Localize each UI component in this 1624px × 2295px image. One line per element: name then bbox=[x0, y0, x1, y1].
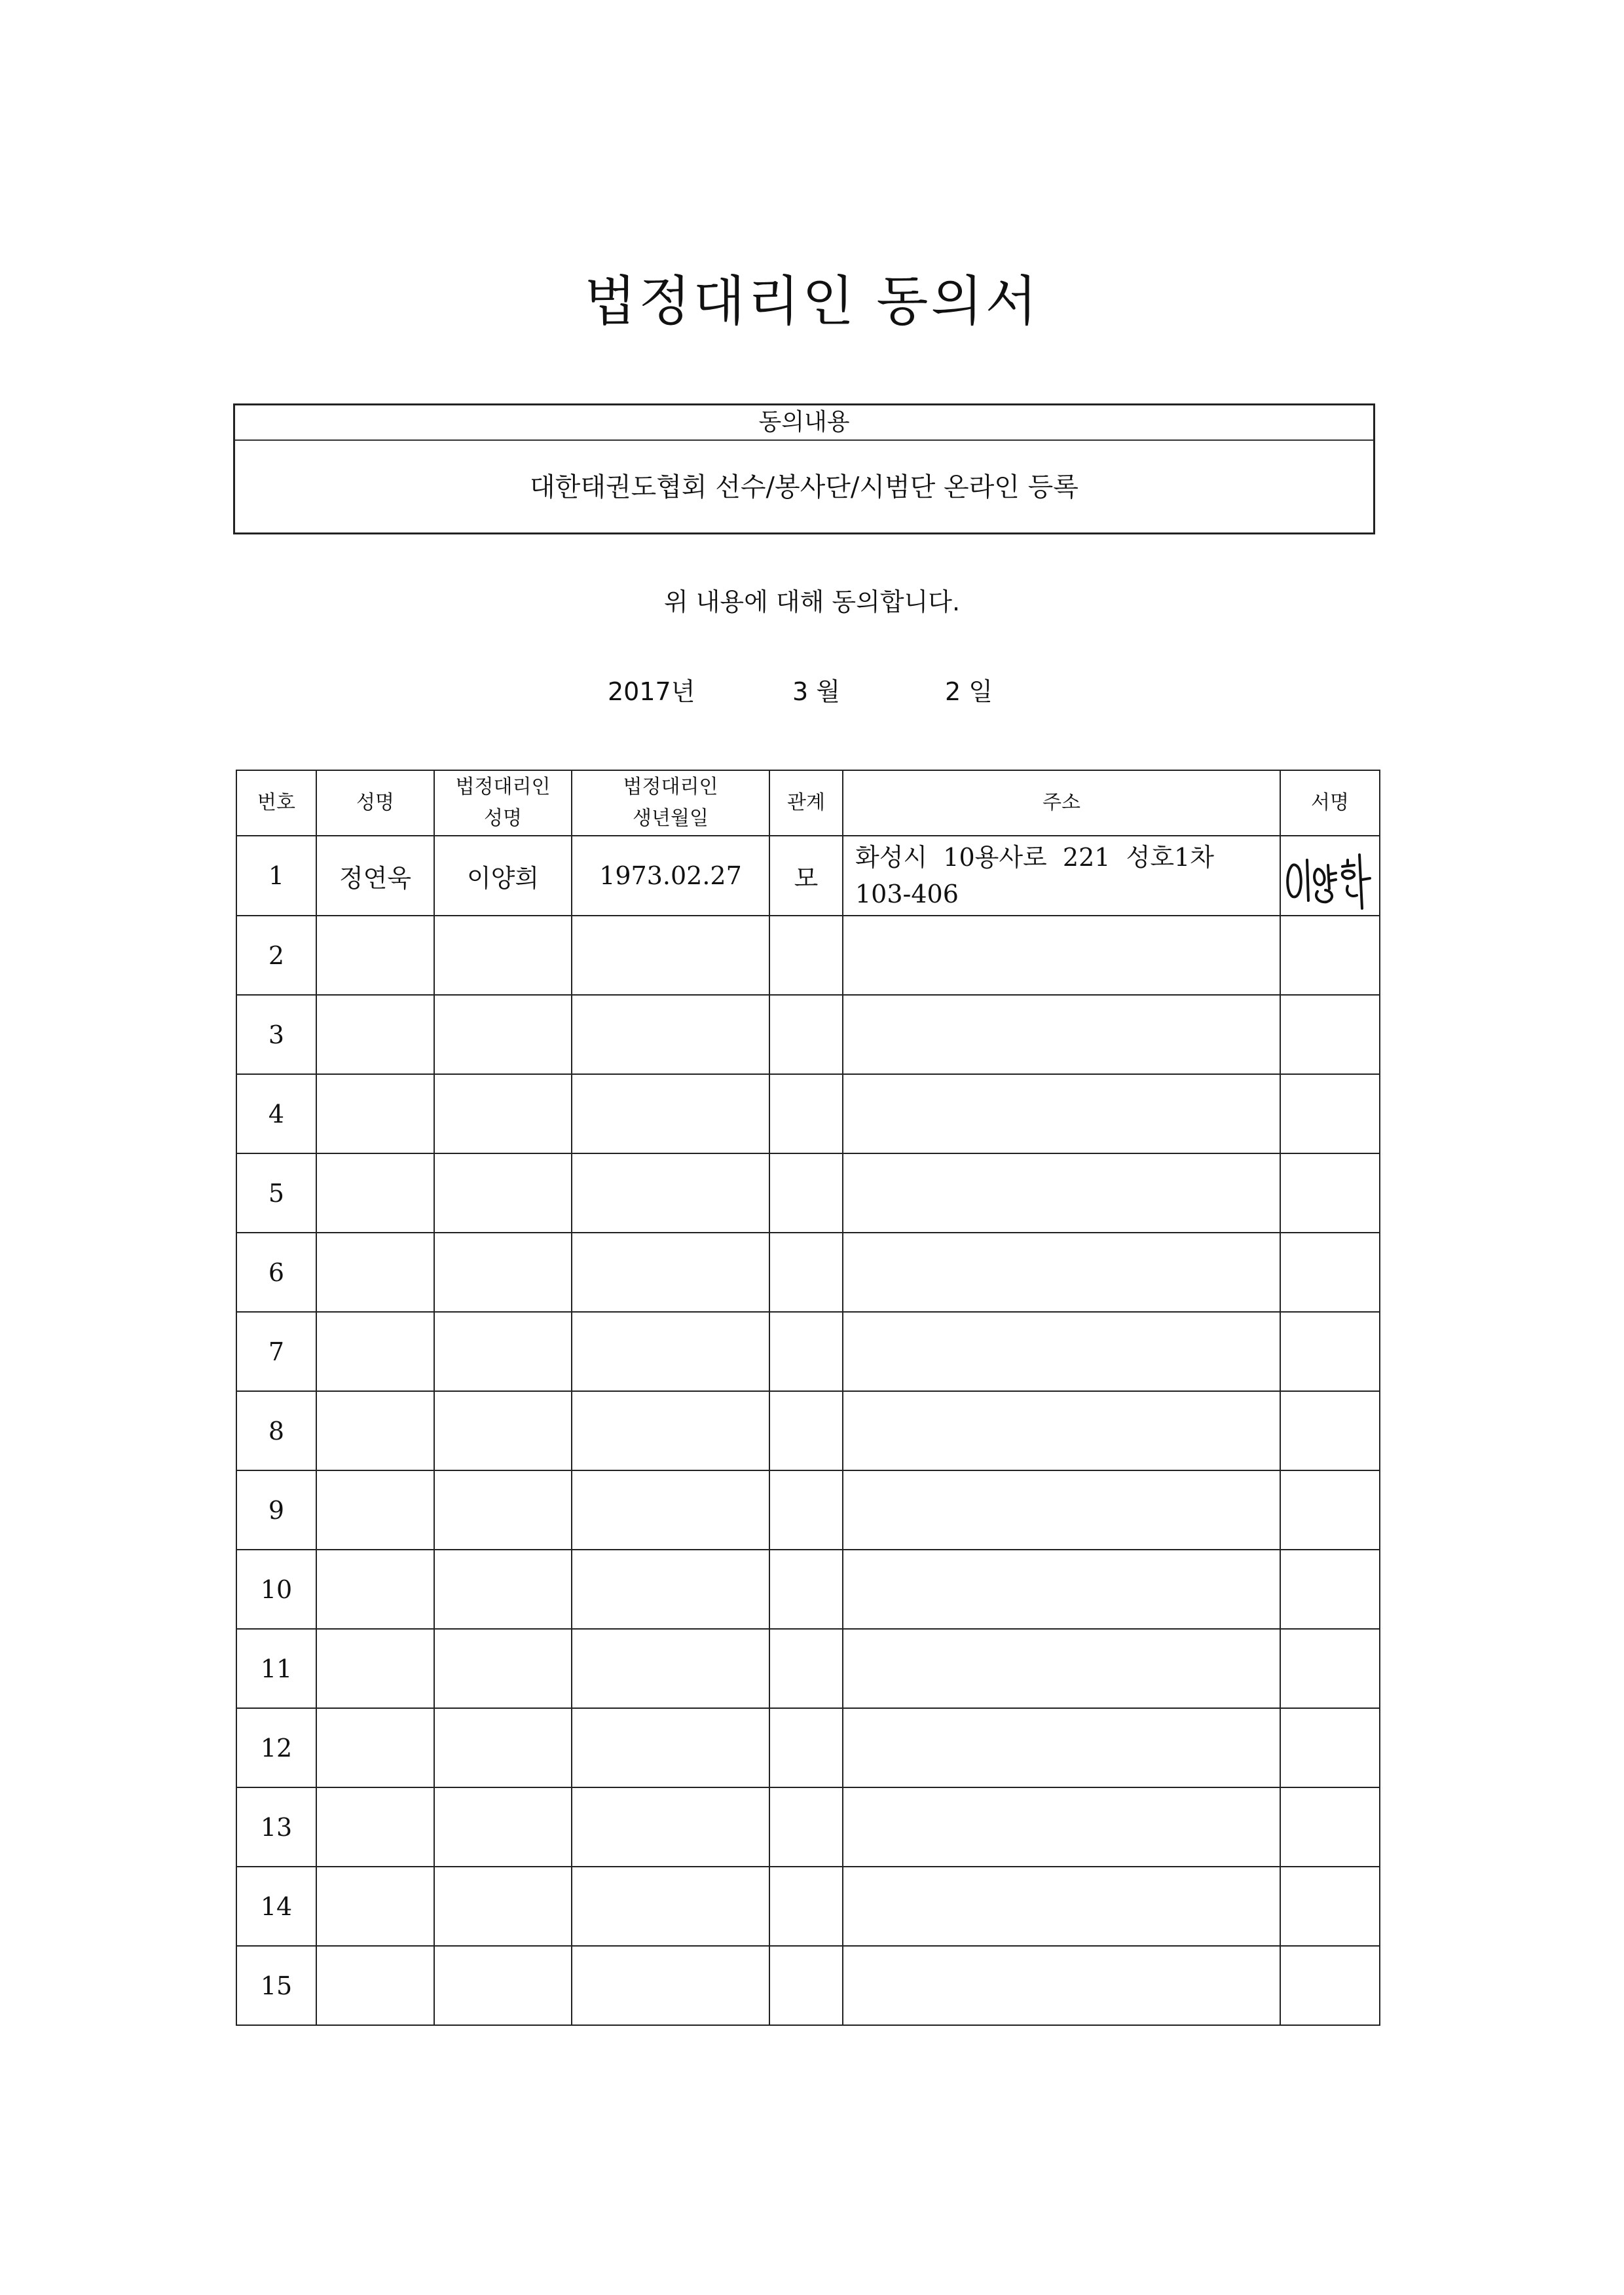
header-guardian-name bbox=[434, 770, 572, 836]
consent-heading: 동의내용 bbox=[235, 405, 1373, 441]
table-row bbox=[236, 1708, 1380, 1787]
cell-no: 7 bbox=[236, 1312, 316, 1391]
table-row bbox=[236, 1233, 1380, 1312]
date-year: 2017년 bbox=[608, 677, 695, 706]
cell-guardian-name: 이양희 bbox=[434, 836, 572, 916]
table-header-row bbox=[236, 770, 1380, 836]
date-day: 2 일 bbox=[945, 677, 993, 706]
address-line-1: 화성시 10용사로 221 성호1차 bbox=[855, 843, 1214, 872]
table-row bbox=[236, 836, 1380, 916]
table-row bbox=[236, 1470, 1380, 1550]
cell-no: 1 bbox=[236, 836, 316, 916]
header-guardian-birth-line1: 법정대리인 bbox=[623, 775, 718, 798]
cell-no: 15 bbox=[236, 1946, 316, 2025]
cell-no: 13 bbox=[236, 1787, 316, 1867]
cell-no: 10 bbox=[236, 1550, 316, 1629]
cell-relation: 모 bbox=[769, 836, 843, 916]
consent-box bbox=[233, 403, 1375, 534]
consent-content: 대한태권도협회 선수/봉사단/시범단 온라인 등록 bbox=[530, 472, 1079, 502]
table-row bbox=[236, 995, 1380, 1074]
cell-address bbox=[843, 836, 1280, 916]
cell-no: 11 bbox=[236, 1629, 316, 1708]
header-guardian-name-line2: 성명 bbox=[484, 807, 522, 830]
table-row bbox=[236, 1550, 1380, 1629]
header-name: 성명 bbox=[316, 770, 434, 836]
agreement-statement: 위 내용에 대해 동의합니다. bbox=[663, 588, 961, 616]
cell-no: 12 bbox=[236, 1708, 316, 1787]
cell-no: 2 bbox=[236, 916, 316, 995]
cell-no: 4 bbox=[236, 1074, 316, 1153]
cell-guardian-birth: 1973.02.27 bbox=[572, 836, 769, 916]
table-row bbox=[236, 1153, 1380, 1233]
header-no: 번호 bbox=[236, 770, 316, 836]
table-row bbox=[236, 1787, 1380, 1867]
header-relation: 관계 bbox=[769, 770, 843, 836]
header-guardian-birth-line2: 생년월일 bbox=[633, 807, 709, 830]
handwritten-signature bbox=[1282, 840, 1380, 911]
table-row bbox=[236, 1946, 1380, 2025]
cell-no: 6 bbox=[236, 1233, 316, 1312]
cell-no: 8 bbox=[236, 1391, 316, 1470]
cell-no: 3 bbox=[236, 995, 316, 1074]
document-title: 법정대리인 동의서 bbox=[584, 271, 1040, 333]
header-guardian-name-line1: 법정대리인 bbox=[455, 775, 551, 798]
cell-signature bbox=[1280, 836, 1380, 916]
table-row bbox=[236, 1391, 1380, 1470]
table-row bbox=[236, 1867, 1380, 1946]
cell-no: 5 bbox=[236, 1153, 316, 1233]
registration-table bbox=[236, 770, 1380, 2026]
table-row bbox=[236, 1629, 1380, 1708]
date-month: 3 월 bbox=[792, 677, 840, 706]
header-signature: 서명 bbox=[1280, 770, 1380, 836]
cell-name: 정연욱 bbox=[316, 836, 434, 916]
cell-no: 9 bbox=[236, 1470, 316, 1550]
header-guardian-birth bbox=[572, 770, 769, 836]
table-row bbox=[236, 916, 1380, 995]
table-row bbox=[236, 1074, 1380, 1153]
cell-no: 14 bbox=[236, 1867, 316, 1946]
address-line-2: 103-406 bbox=[855, 880, 959, 908]
table-row bbox=[236, 1312, 1380, 1391]
header-address: 주소 bbox=[843, 770, 1280, 836]
